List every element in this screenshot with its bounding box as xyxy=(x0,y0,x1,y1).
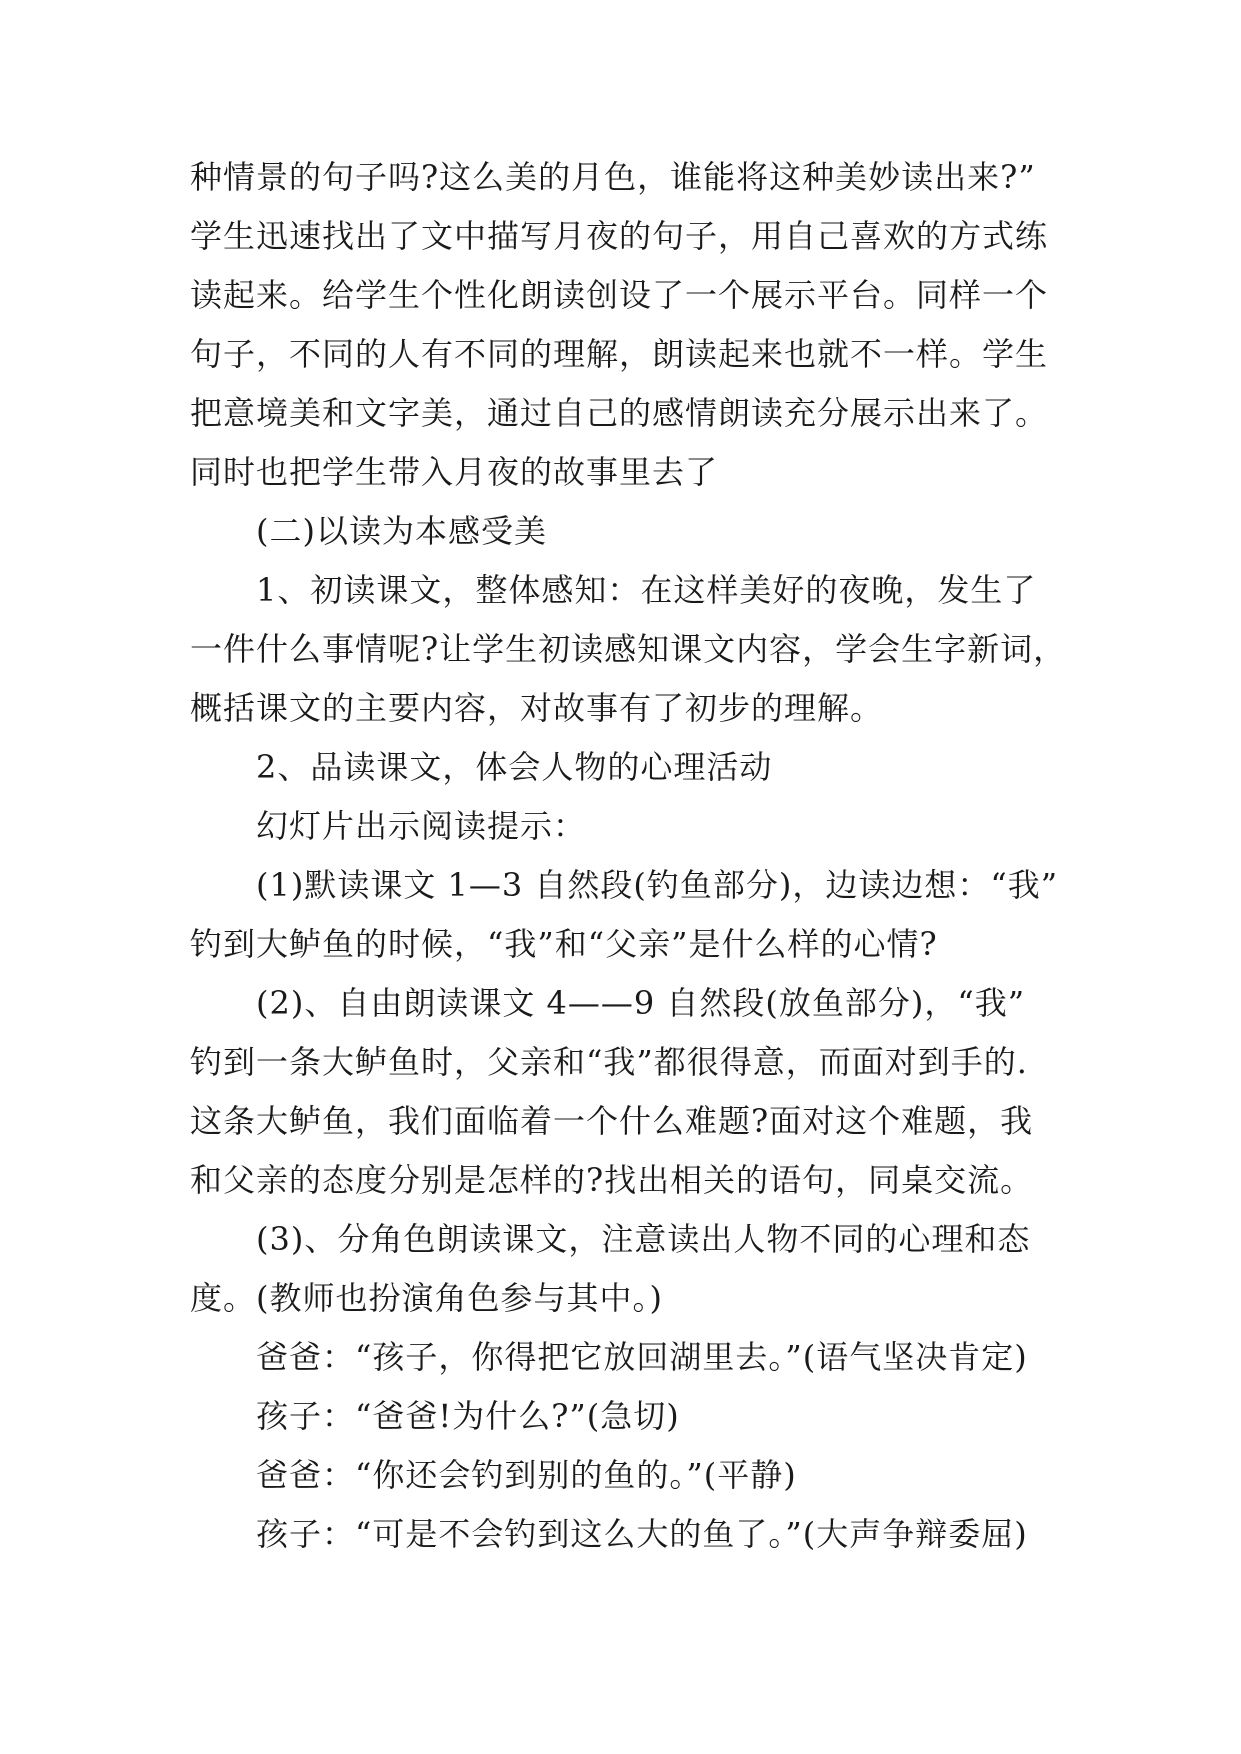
body-text xyxy=(190,148,1070,1564)
text-line: 度。(教师也扮演角色参与其中。) xyxy=(190,1279,663,1317)
dialogue-line: 爸爸：“孩子，你得把它放回湖里去。”(语气坚决肯定) xyxy=(256,1338,1028,1376)
text-line: 种情景的句子吗?这么美的月色，谁能将这种美妙读出来?” xyxy=(190,158,1036,196)
text-line: (3)、分角色朗读课文，注意读出人物不同的心理和态 xyxy=(256,1220,1031,1258)
text-line: 钓到一条大鲈鱼时，父亲和“我”都很得意，而面对到手的. xyxy=(190,1043,1028,1081)
text-line: (2)、自由朗读课文 4——9 自然段(放鱼部分)，“我” xyxy=(256,984,1026,1022)
text-line: 2、品读课文，体会人物的心理活动 xyxy=(256,748,773,786)
text-line: 同时也把学生带入月夜的故事里去了 xyxy=(190,453,719,491)
dialogue-line: 孩子：“爸爸!为什么?”(急切) xyxy=(256,1397,680,1435)
dialogue-line: 爸爸：“你还会钓到别的鱼的。”(平静) xyxy=(256,1456,797,1494)
text-line: 句子，不同的人有不同的理解，朗读起来也就不一样。学生 xyxy=(190,335,1049,373)
text-line: 学生迅速找出了文中描写月夜的句子，用自己喜欢的方式练 xyxy=(190,217,1049,255)
text-line: 幻灯片出示阅读提示： xyxy=(256,807,587,845)
dialogue-line: 孩子：“可是不会钓到这么大的鱼了。”(大声争辩委屈) xyxy=(256,1515,1028,1553)
text-line: 和父亲的态度分别是怎样的?找出相关的语句，同桌交流。 xyxy=(190,1161,1034,1199)
text-line: 概括课文的主要内容，对故事有了初步的理解。 xyxy=(190,689,884,727)
text-line: 读起来。给学生个性化朗读创设了一个展示平台。同样一个 xyxy=(190,276,1049,314)
text-line: 钓到大鲈鱼的时候，“我”和“父亲”是什么样的心情? xyxy=(190,925,938,963)
text-line: 一件什么事情呢?让学生初读感知课文内容，学会生字新词， xyxy=(190,630,1067,668)
section-heading: (二)以读为本感受美 xyxy=(256,512,547,550)
text-line: 1、初读课文，整体感知：在这样美好的夜晚，发生了 xyxy=(256,571,1037,609)
text-line: (1)默读课文 1—3 自然段(钓鱼部分)，边读边想：“我” xyxy=(256,866,1059,904)
text-line: 这条大鲈鱼，我们面临着一个什么难题?面对这个难题，我 xyxy=(190,1102,1034,1140)
text-line: 把意境美和文字美，通过自己的感情朗读充分展示出来了。 xyxy=(190,394,1049,432)
